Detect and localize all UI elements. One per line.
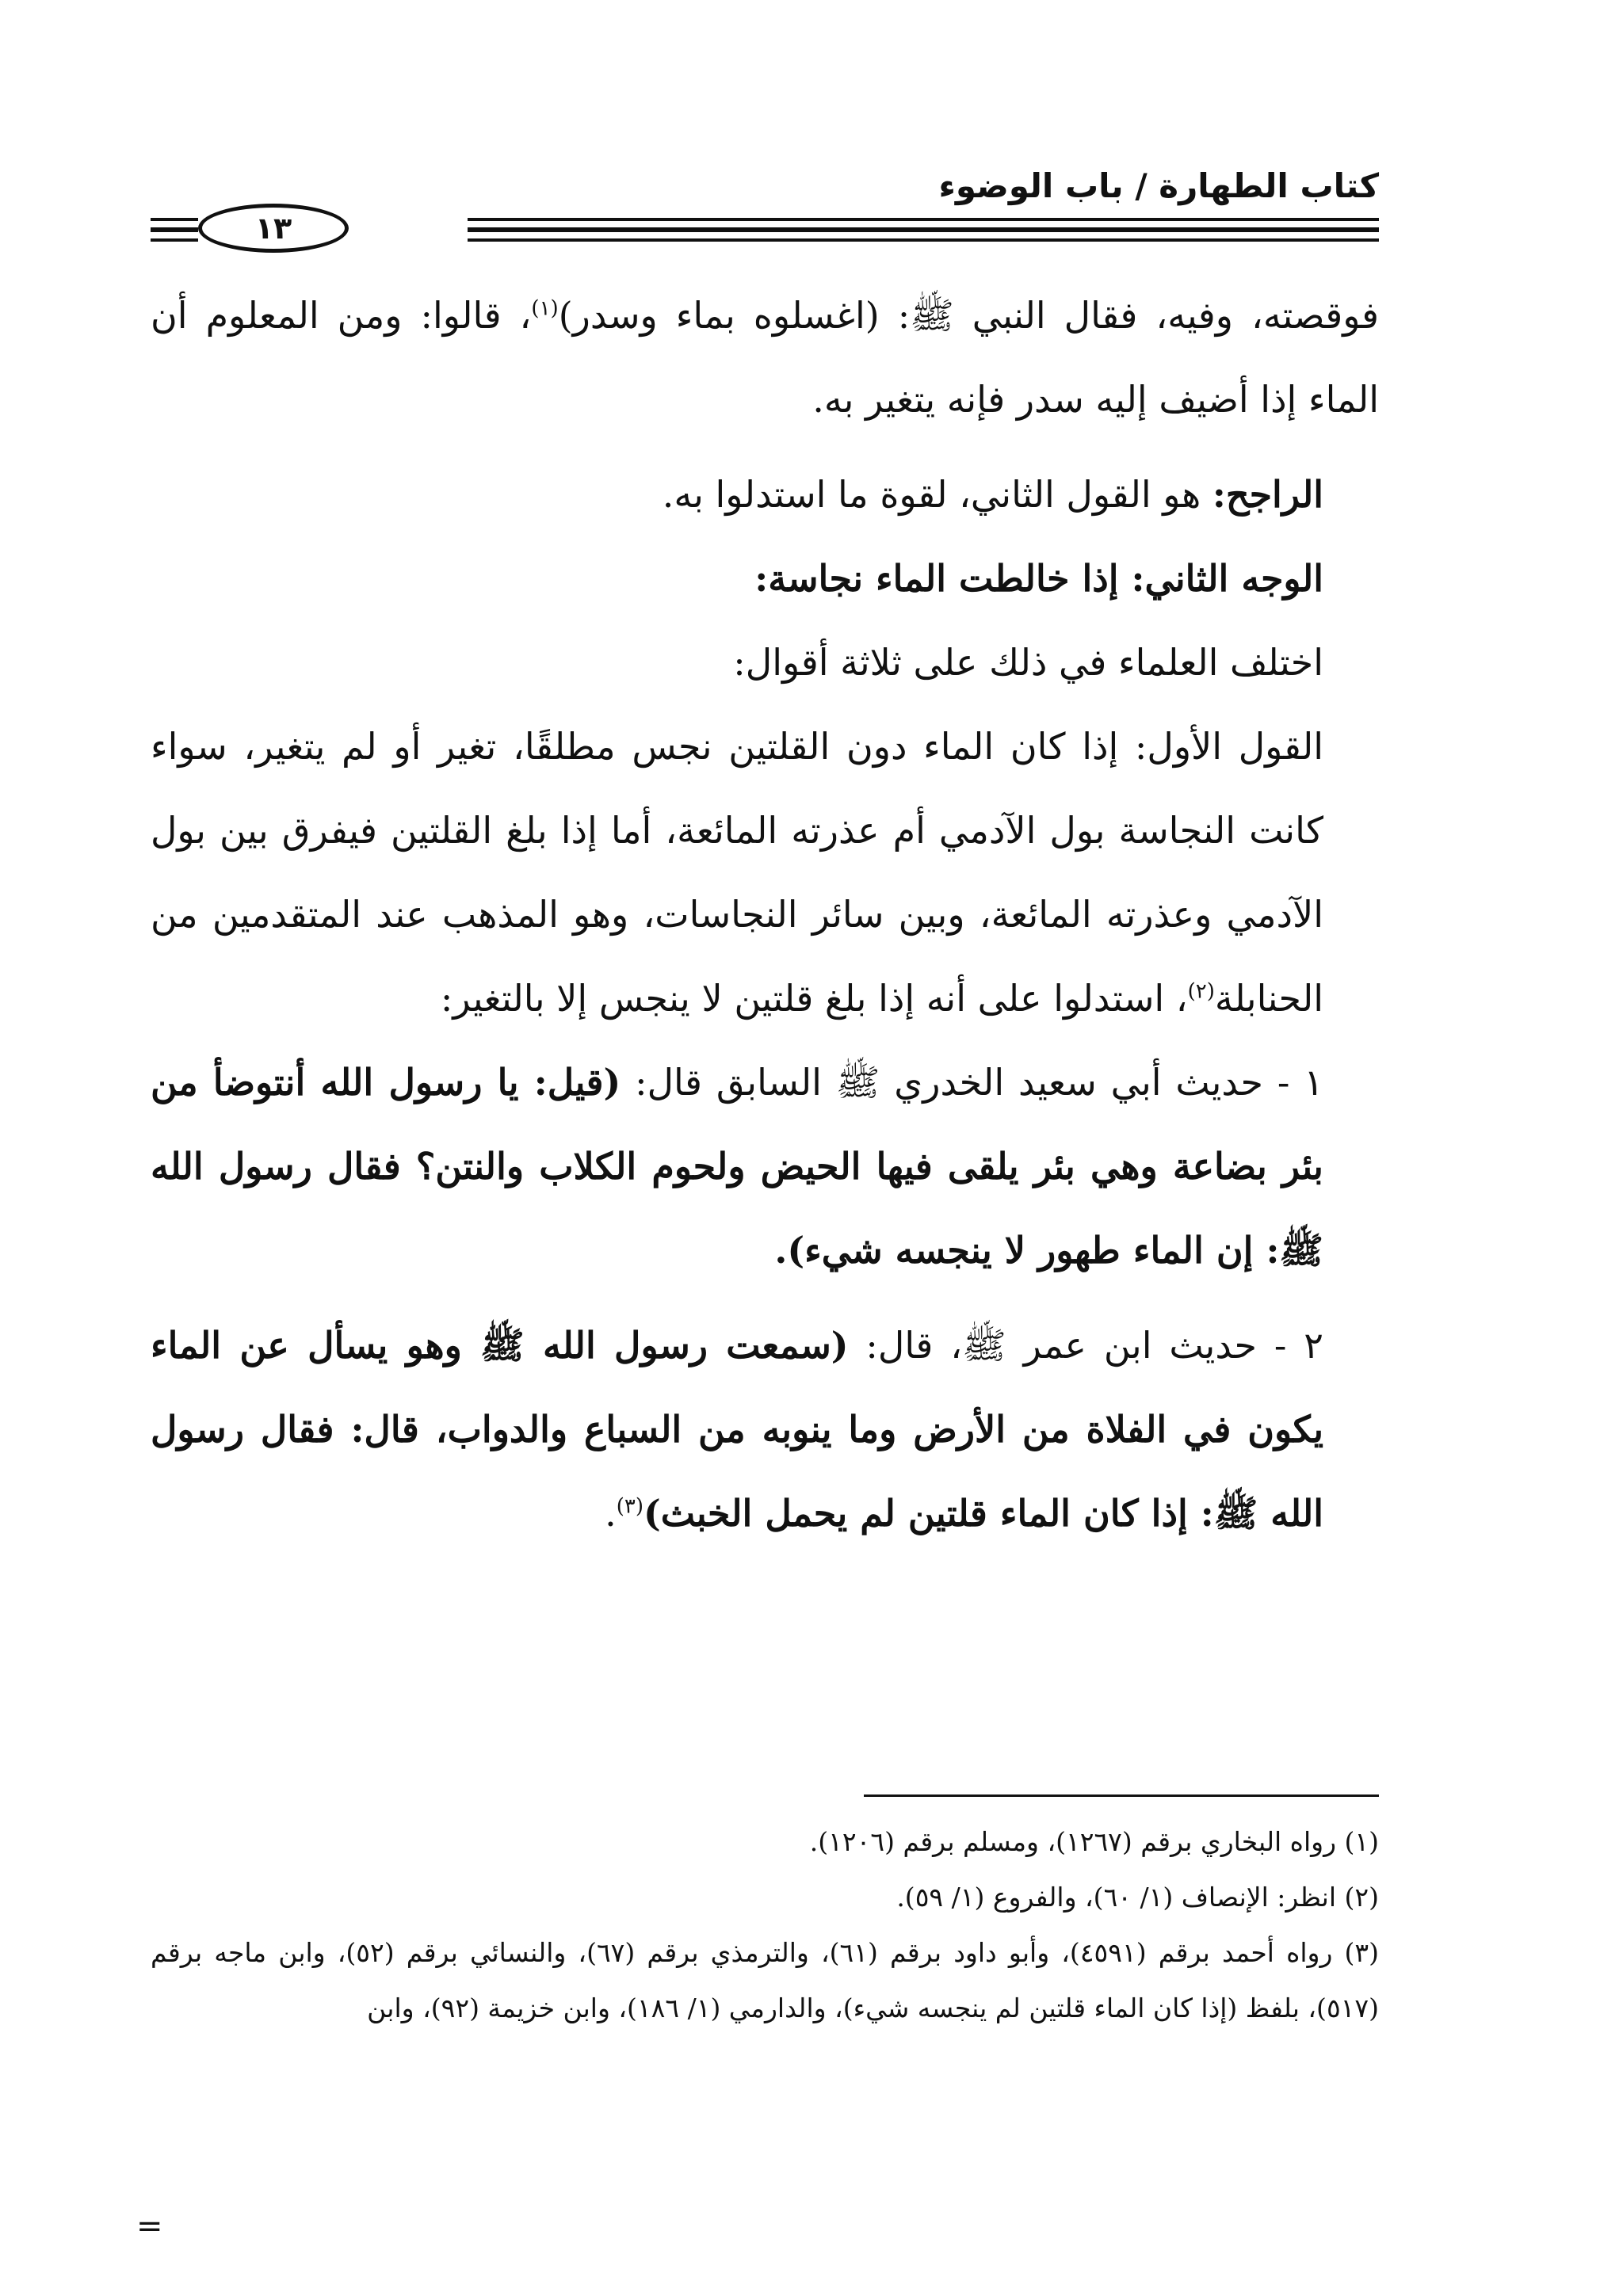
paragraph-text: هو القول الثاني، لقوة ما استدلوا به. (662, 473, 1212, 516)
header-rule (151, 218, 198, 221)
paragraph (151, 452, 1379, 536)
page-number: ١٣ (198, 204, 349, 253)
continuation-mark: = (136, 2208, 163, 2245)
section-heading: الوجه الثاني: إذا خالطت الماء نجاسة: (754, 557, 1323, 600)
footnote-ref: (١) (531, 296, 559, 321)
header-rule (468, 227, 1379, 232)
header-rule (151, 227, 198, 232)
footnote-ref: (٣) (616, 1494, 643, 1519)
paragraph-text: القول الأول: إذا كان الماء دون القلتين نجس مطلقًا، تغير أو لم يتغير، سواء كانت النجاسة بول الآدمي أم عذرته المائعة، أما إذا بلغ القلتين فيفرق بين بول الآدمي وعذرته المائعة، وبين سائر النجاسات، وهو المذهب عند المتقدمين من الحنابلة (151, 725, 1323, 1020)
paragraph-text: ، استدلوا على أنه إذا بلغ قلتين لا ينجس إلا بالتغير: (440, 977, 1188, 1020)
paragraph: اختلف العلماء في ذلك على ثلاثة أقوال: (733, 641, 1323, 684)
paragraph (151, 704, 1379, 1040)
running-title: كتاب الطهارة / باب الوضوء (938, 166, 1379, 205)
footnotes (151, 1814, 1379, 2036)
paragraph (151, 273, 1379, 441)
hadith-quote: (قيل: يا رسول الله أنتوضأ من بئر بضاعة وهي بئر يلقى فيها الحيض ولحوم الكلاب والنتن؟ فقال رسول الله ﷺ: إن الماء طهور لا ينجسه شيء). (151, 1061, 1323, 1272)
header-rule (151, 238, 198, 242)
page-header (151, 162, 1379, 265)
paragraph-text: فوقصته، وفيه، فقال النبي ﷺ: (اغسلوه بماء وسدر) (558, 294, 1379, 337)
main-text (151, 273, 1379, 1555)
hadith-item (151, 1303, 1379, 1555)
hadith-intro: ٢ - حديث ابن عمر ﷺ، قال: (848, 1324, 1324, 1367)
footnote: (٣) رواه أحمد برقم (٤٥٩١)، وأبو داود برقم (٦١)، والترمذي برقم (٦٧)، والنسائي برقم (٥٢)، وابن ماجه برقم (٥١٧)، بلفظ (إذا كان الماء قلتين لم ينجسه شيء)، والدارمي (١/ ١٨٦)، وابن خزيمة (٩٢)، وابن (151, 1937, 1380, 2023)
paragraph-label: الراجح: (1212, 473, 1323, 516)
paragraph-text: ، قالوا: ومن المعلوم أن الماء إذا أضيف إليه سدر فإنه يتغير به. (151, 294, 1379, 421)
footnote-ref: (٢) (1187, 979, 1215, 1004)
hadith-item (151, 1040, 1379, 1292)
footnote: (١) رواه البخاري برقم (١٢٦٧)، ومسلم برقم (١٢٠٦). (809, 1826, 1379, 1857)
header-rule (468, 218, 1379, 221)
paragraph-text: . (605, 1492, 617, 1535)
hadith-quote: (سمعت رسول الله ﷺ وهو يسأل عن الماء يكون في الفلاة من الأرض وما ينوبه من السباع والدواب، قال: فقال رسول الله ﷺ: إذا كان الماء قلتين لم يحمل الخبث) (151, 1324, 1323, 1535)
footnote: (٢) انظر: الإنصاف (١/ ٦٠)، والفروع (١/ ٥٩). (896, 1882, 1379, 1913)
footnote-separator (864, 1794, 1379, 1797)
header-rule (468, 238, 1379, 242)
hadith-intro: ١ - حديث أبي سعيد الخدري ﷺ السابق قال: (621, 1061, 1323, 1104)
